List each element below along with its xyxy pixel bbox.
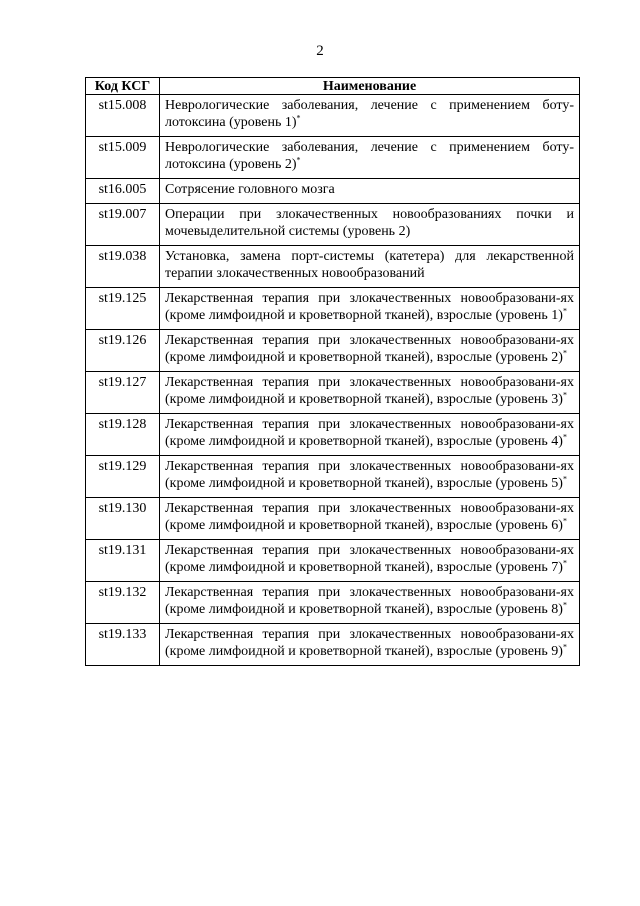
ksg-code-cell: st19.125: [86, 288, 160, 330]
table-row: [86, 137, 580, 179]
footnote-marker: *: [562, 642, 567, 652]
ksg-code-cell: st19.007: [86, 204, 160, 246]
footnote-marker: *: [562, 558, 567, 568]
ksg-name-cell: [160, 456, 580, 498]
header-code: Код КСГ: [86, 78, 160, 95]
table-body: [86, 95, 580, 666]
footnote-marker: *: [562, 516, 567, 526]
table-row: [86, 624, 580, 666]
ksg-name-text: Лекарственная терапия при злокачественных новообразовани-ях (кроме лимфоидной и кроветворной тканей), взрослые (уровень 4): [165, 417, 574, 449]
ksg-name-text: Лекарственная терапия при злокачественных новообразовани-ях (кроме лимфоидной и кроветворной тканей), взрослые (уровень 5): [165, 459, 574, 491]
footnote-marker: *: [562, 306, 567, 316]
footnote-marker: *: [562, 390, 567, 400]
footnote-marker: *: [562, 600, 567, 610]
ksg-name-text: Лекарственная терапия при злокачественных новообразовани-ях (кроме лимфоидной и кроветворной тканей), взрослые (уровень 6): [165, 501, 574, 533]
ksg-name-cell: [160, 540, 580, 582]
ksg-code-cell: st19.130: [86, 498, 160, 540]
ksg-code-cell: st19.128: [86, 414, 160, 456]
table-row: [86, 582, 580, 624]
ksg-name-cell: [160, 498, 580, 540]
table-row: [86, 414, 580, 456]
footnote-marker: *: [562, 348, 567, 358]
ksg-code-cell: st15.008: [86, 95, 160, 137]
table-row: [86, 372, 580, 414]
ksg-code-cell: st19.038: [86, 246, 160, 288]
ksg-name-text: Лекарственная терапия при злокачественных новообразовани-ях (кроме лимфоидной и кроветворной тканей), взрослые (уровень 8): [165, 585, 574, 617]
table-row: [86, 330, 580, 372]
ksg-code-cell: st19.133: [86, 624, 160, 666]
ksg-table: [85, 77, 580, 666]
ksg-name-cell: [160, 372, 580, 414]
header-name: Наименование: [160, 78, 580, 95]
ksg-code-cell: st19.127: [86, 372, 160, 414]
ksg-name-cell: [160, 246, 580, 288]
footnote-marker: *: [296, 155, 301, 165]
ksg-name-text: Лекарственная терапия при злокачественных новообразовани-ях (кроме лимфоидной и кроветворной тканей), взрослые (уровень 1): [165, 291, 574, 323]
ksg-code-cell: st19.132: [86, 582, 160, 624]
ksg-name-text: Сотрясение головного мозга: [165, 182, 335, 197]
ksg-name-cell: [160, 624, 580, 666]
footnote-marker: *: [562, 474, 567, 484]
ksg-name-text: Лекарственная терапия при злокачественных новообразовани-ях (кроме лимфоидной и кроветворной тканей), взрослые (уровень 3): [165, 375, 574, 407]
ksg-name-cell: [160, 414, 580, 456]
footnote-marker: *: [296, 113, 301, 123]
ksg-name-text: Неврологические заболевания, лечение с применением боту-лотоксина (уровень 1): [165, 98, 574, 130]
ksg-code-cell: st19.126: [86, 330, 160, 372]
ksg-name-text: Лекарственная терапия при злокачественных новообразовани-ях (кроме лимфоидной и кроветворной тканей), взрослые (уровень 9): [165, 627, 574, 659]
ksg-name-cell: [160, 95, 580, 137]
table-row: [86, 179, 580, 204]
page-number: 2: [316, 43, 324, 59]
ksg-name-cell: [160, 137, 580, 179]
ksg-name-cell: [160, 582, 580, 624]
ksg-name-text: Неврологические заболевания, лечение с применением боту-лотоксина (уровень 2): [165, 140, 574, 172]
table-row: [86, 498, 580, 540]
table-row: [86, 204, 580, 246]
header-row: [86, 78, 580, 95]
ksg-name-cell: [160, 288, 580, 330]
table-row: [86, 540, 580, 582]
table-row: [86, 95, 580, 137]
ksg-name-cell: [160, 179, 580, 204]
table-row: [86, 246, 580, 288]
ksg-code-cell: st15.009: [86, 137, 160, 179]
ksg-name-cell: [160, 330, 580, 372]
ksg-name-cell: [160, 204, 580, 246]
table-row: [86, 456, 580, 498]
ksg-code-cell: st19.131: [86, 540, 160, 582]
ksg-code-cell: st19.129: [86, 456, 160, 498]
table-header: [86, 78, 580, 95]
ksg-name-text: Лекарственная терапия при злокачественных новообразовани-ях (кроме лимфоидной и кроветворной тканей), взрослые (уровень 2): [165, 333, 574, 365]
ksg-name-text: Операции при злокачественных новообразованиях почки и мочевыделительной системы (уровень 2): [165, 207, 574, 239]
footnote-marker: *: [562, 432, 567, 442]
ksg-code-cell: st16.005: [86, 179, 160, 204]
ksg-name-text: Установка, замена порт-системы (катетера) для лекарственной терапии злокачественных новообразований: [165, 249, 574, 281]
table-row: [86, 288, 580, 330]
ksg-name-text: Лекарственная терапия при злокачественных новообразовани-ях (кроме лимфоидной и кроветворной тканей), взрослые (уровень 7): [165, 543, 574, 575]
